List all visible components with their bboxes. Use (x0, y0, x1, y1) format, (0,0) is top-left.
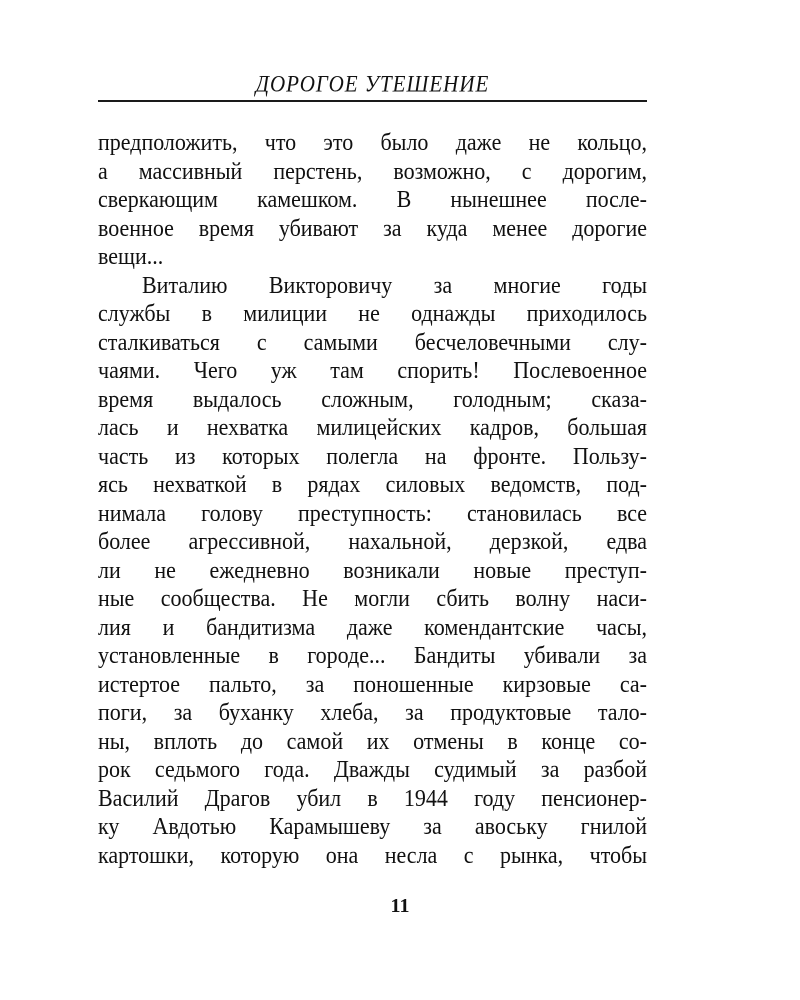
text-line: вещи... (98, 241, 164, 270)
text-line: истертое пальто, за поношенные кирзовые са- (98, 668, 647, 697)
text-line: ку Авдотью Карамышеву за авоську гнилой (98, 811, 647, 840)
text-line: картошки, которую она несла с рынка, чтобы (98, 839, 647, 868)
text-line: лия и бандитизма даже комендантские часы, (98, 611, 647, 640)
text-line: сталкиваться с самыми бесчеловечными слу- (98, 326, 647, 355)
text-line: предположить, что это было даже не кольцо, (98, 127, 647, 156)
text-line: рок седьмого года. Дважды судимый за разбой (98, 754, 647, 783)
text-line: чаями. Чего уж там спорить! Послевоенное (98, 355, 647, 384)
text-line: а массивный перстень, возможно, с дорогим, (98, 155, 647, 184)
text-line: ясь нехваткой в рядах силовых ведомств, под- (98, 469, 647, 498)
text-line: Василий Драгов убил в 1944 году пенсионер- (98, 782, 647, 811)
paragraph-first-line: Виталию Викторовичу за многие годы (142, 269, 647, 298)
text-line: сверкающим камешком. В нынешнее после- (98, 184, 647, 213)
text-line: установленные в городе... Бандиты убивали за (98, 640, 647, 669)
text-line: службы в милиции не однажды приходилось (98, 298, 647, 327)
text-line: часть из которых полегла на фронте. Пользу- (98, 440, 647, 469)
text-line: нимала голову преступность: становилась все (98, 497, 647, 526)
page-number: 11 (390, 895, 410, 917)
text-line: лась и нехватка милицейских кадров, большая (98, 412, 647, 441)
text-line: ны, вплоть до самой их отмены в конце со- (98, 725, 647, 754)
book-title: ДОРОГОЕ УТЕШЕНИЕ (255, 71, 490, 97)
page-body-text (98, 128, 647, 869)
text-line: время выдалось сложным, голодным; сказа- (98, 383, 647, 412)
text-line: военное время убивают за куда менее дорогие (98, 212, 647, 241)
running-header (98, 70, 647, 102)
text-line: более агрессивной, нахальной, дерзкой, едва (98, 526, 647, 555)
text-line: поги, за буханку хлеба, за продуктовые тало- (98, 697, 647, 726)
text-line: ные сообщества. Не могли сбить волну наси- (98, 583, 647, 612)
text-line: ли не ежедневно возникали новые преступ- (98, 554, 647, 583)
